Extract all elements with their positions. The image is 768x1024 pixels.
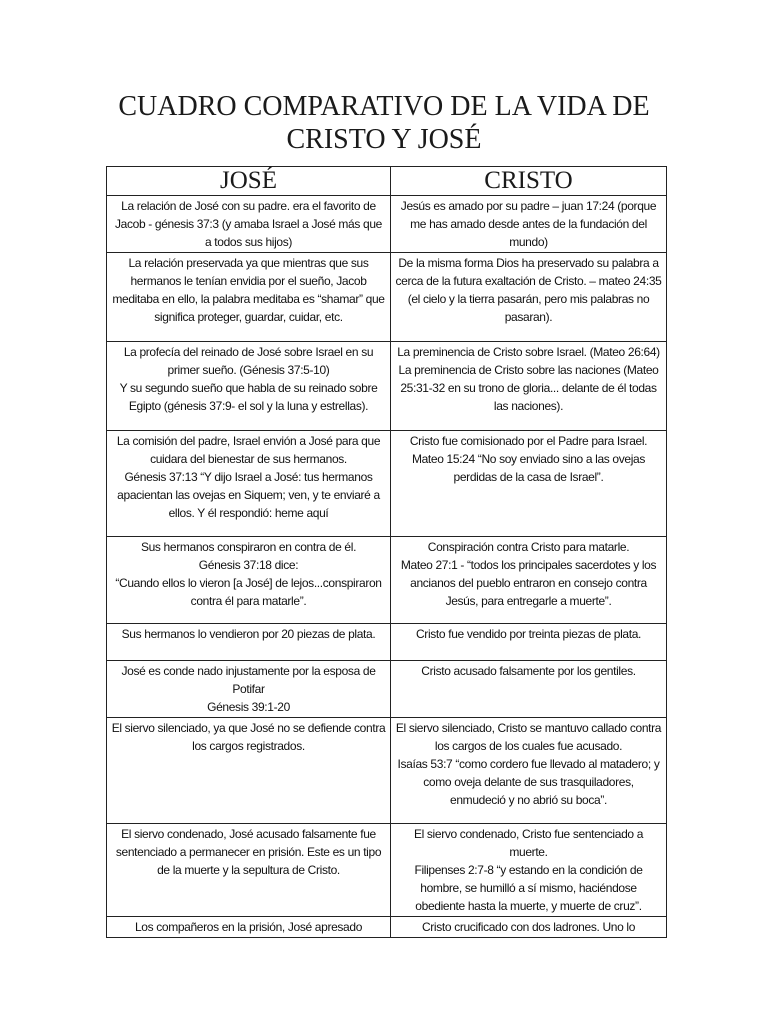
title-line-1: CUADRO COMPARATIVO DE LA VIDA DE [118,91,650,122]
cristo-cell: Cristo crucificado con dos ladrones. Uno lo [391,917,667,938]
cristo-cell: El siervo silenciado, Cristo se mantuvo callado contra los cargos de los cuales fue acusado. Isaías 53:7 “como cordero fue llevado al matadero; y como oveja delante de sus trasquiladores, enmudeció y no abrió su boca”. [391,718,667,824]
table-row [107,624,667,661]
jose-cell: El siervo silenciado, ya que José no se defiende contra los cargos registrados. [107,718,391,824]
jose-cell: Los compañeros en la prisión, José apresado [107,917,391,938]
jose-cell: El siervo condenado, José acusado falsamente fue sentenciado a permanecer en prisión. Este es un tipo de la muerte y la sepultura de Cristo. [107,824,391,917]
cristo-cell: Conspiración contra Cristo para matarle. Mateo 27:1 - “todos los principales sacerdotes y los ancianos del pueblo entraron en consejo contra Jesús, para entregarle a muerte”. [391,537,667,624]
jose-cell: La relación de José con su padre. era el favorito de Jacob - génesis 37:3 (y amaba Israel a José más que a todos sus hijos) [107,196,391,253]
title-line-2: CRISTO Y JOSÉ [286,124,482,155]
table-row [107,253,667,342]
comparison-table [106,166,667,938]
header-cristo: CRISTO [391,167,667,196]
jose-cell: La profecía del reinado de José sobre Israel en su primer sueño. (Génesis 37:5-10) Y su segundo sueño que habla de su reinado sobre Egipto (génesis 37:9- el sol y la luna y estrellas). [107,342,391,431]
table-header-row [107,167,667,196]
jose-cell: Sus hermanos conspiraron en contra de él. Génesis 37:18 dice: “Cuando ellos lo vieron [a José] de lejos...conspiraron contra él para matarle”. [107,537,391,624]
table-row [107,661,667,718]
cristo-cell: De la misma forma Dios ha preservado su palabra a cerca de la futura exaltación de Cristo. – mateo 24:35 (el cielo y la tierra pasarán, pero mis palabras no pasaran). [391,253,667,342]
jose-cell: La comisión del padre, Israel envión a José para que cuidara del bienestar de sus hermanos. Génesis 37:13 “Y dijo Israel a José: tus hermanos apacientan las ovejas en Siquem; ven, y te enviaré a ellos. Y él respondió: heme aquí [107,431,391,537]
document-title [80,90,688,156]
cristo-cell: Cristo acusado falsamente por los gentiles. [391,661,667,718]
table-row [107,824,667,917]
table-row [107,917,667,938]
cristo-cell: La preminencia de Cristo sobre Israel. (Mateo 26:64) La preminencia de Cristo sobre las naciones (Mateo 25:31-32 en su trono de gloria... delante de él todas las naciones). [391,342,667,431]
table-row [107,431,667,537]
table-row [107,196,667,253]
cristo-cell: Cristo fue vendido por treinta piezas de plata. [391,624,667,661]
cristo-cell: Cristo fue comisionado por el Padre para Israel. Mateo 15:24 “No soy enviado sino a las ovejas perdidas de la casa de Israel”. [391,431,667,537]
cristo-cell: Jesús es amado por su padre – juan 17:24 (porque me has amado desde antes de la fundación del mundo) [391,196,667,253]
table-row [107,718,667,824]
cristo-cell: El siervo condenado, Cristo fue sentenciado a muerte. Filipenses 2:7-8 “y estando en la condición de hombre, se humilló a sí mismo, haciéndose obediente hasta la muerte, y muerte de cruz”. [391,824,667,917]
jose-cell: José es conde nado injustamente por la esposa de Potifar Génesis 39:1-20 [107,661,391,718]
header-jose: JOSÉ [107,167,391,196]
jose-cell: La relación preservada ya que mientras que sus hermanos le tenían envidia por el sueño, Jacob meditaba en ello, la palabra meditaba es “shamar” que significa proteger, guardar, cuidar, etc. [107,253,391,342]
jose-cell: Sus hermanos lo vendieron por 20 piezas de plata. [107,624,391,661]
table-row [107,342,667,431]
table-row [107,537,667,624]
